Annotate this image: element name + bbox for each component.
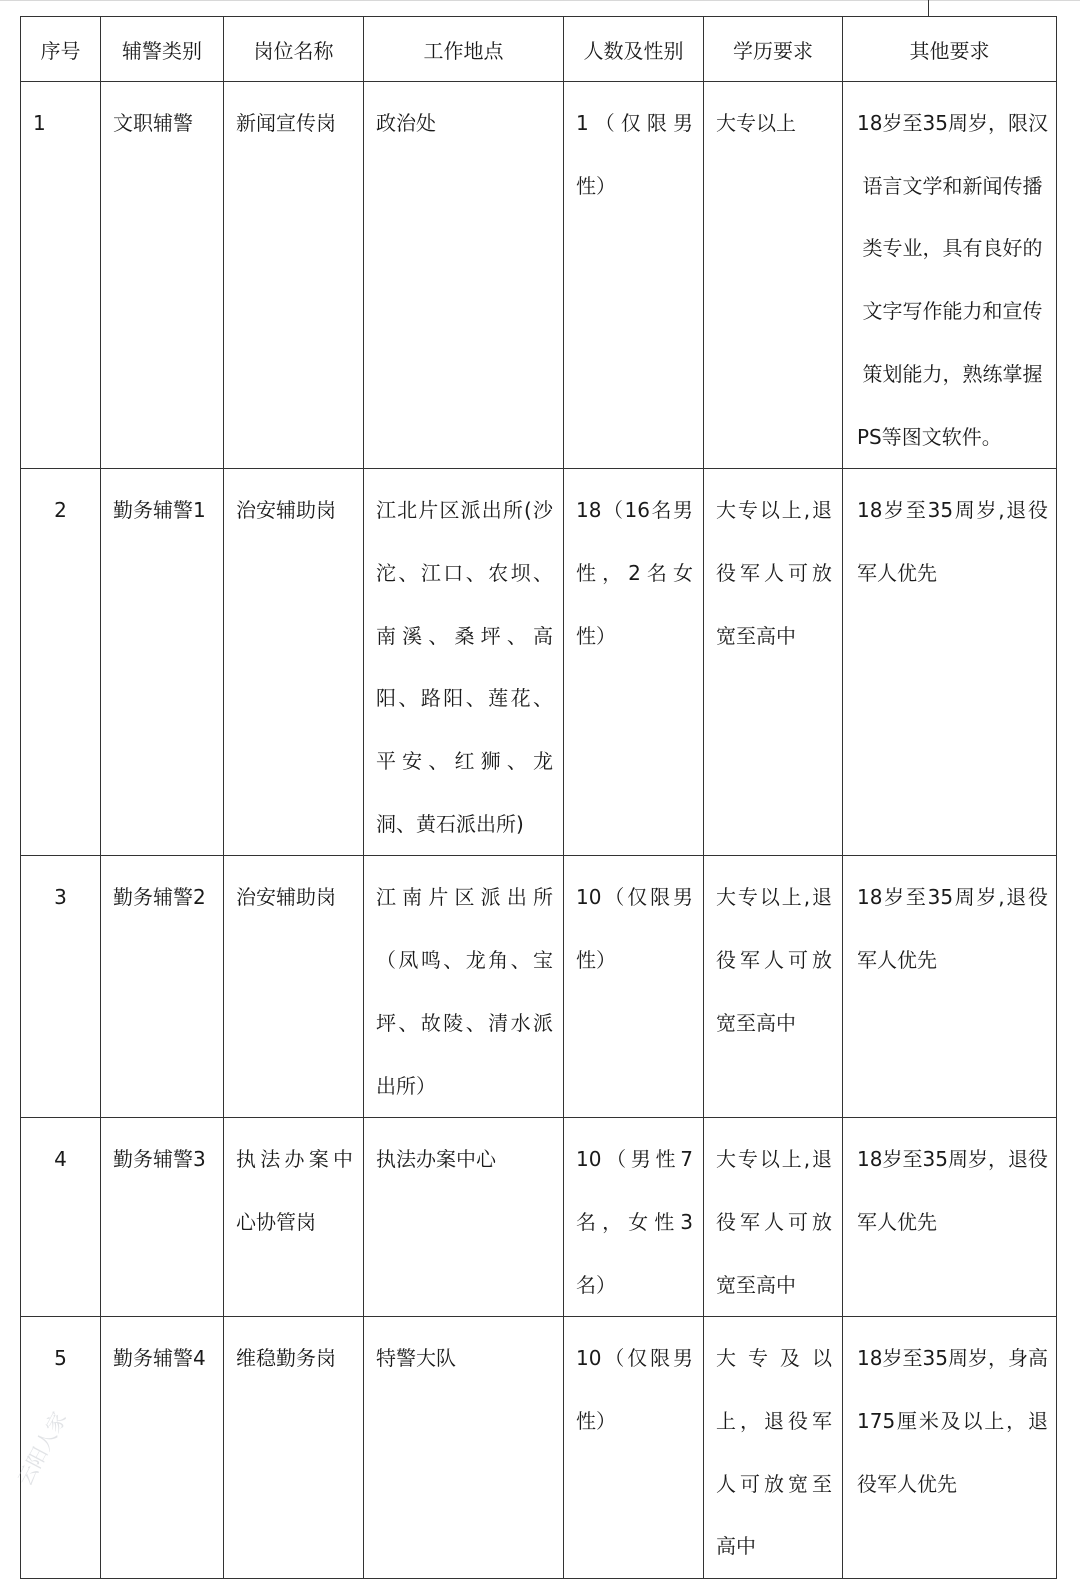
cell-category: 勤务辅警1: [101, 469, 224, 856]
top-tick-mark: [928, 0, 929, 16]
cell-position: 治安辅助岗: [224, 469, 364, 856]
cell-category: 勤务辅警2: [101, 856, 224, 1118]
cell-location: 政治处: [364, 82, 564, 469]
cell-location: 执法办案中心: [364, 1118, 564, 1317]
cell-position: 治安辅助岗: [224, 856, 364, 1118]
table-row: [21, 469, 1057, 856]
cell-other: 18岁至35周岁，限汉语言文学和新闻传播类专业，具有良好的文字写作能力和宣传策划能力，熟练掌握PS等图文软件。: [843, 82, 1057, 469]
cell-education: 大专以上,退役军人可放宽至高中: [704, 469, 843, 856]
table-row: [21, 856, 1057, 1118]
cell-count-gender: 1（仅限男性）: [564, 82, 704, 469]
col-header-index: 序号: [21, 17, 101, 82]
cell-count-gender: 18（16名男性，2名女性）: [564, 469, 704, 856]
col-header-count-gender: 人数及性别: [564, 17, 704, 82]
col-header-position: 岗位名称: [224, 17, 364, 82]
cell-education: 大专以上: [704, 82, 843, 469]
cell-other: 18岁至35周岁,退役军人优先: [843, 856, 1057, 1118]
cell-count-gender: 10（男性7名，女性3名）: [564, 1118, 704, 1317]
cell-location: 特警大队: [364, 1317, 564, 1579]
cell-education: 大专以上,退役军人可放宽至高中: [704, 856, 843, 1118]
cell-category: 勤务辅警3: [101, 1118, 224, 1317]
cell-category: 勤务辅警4: [101, 1317, 224, 1579]
cell-position: 执法办案中心协管岗: [224, 1118, 364, 1317]
table-row: [21, 82, 1057, 469]
cell-position: 维稳勤务岗: [224, 1317, 364, 1579]
cell-index: 4: [21, 1118, 101, 1317]
cell-index: 3: [21, 856, 101, 1118]
col-header-other: 其他要求: [843, 17, 1057, 82]
cell-position: 新闻宣传岗: [224, 82, 364, 469]
col-header-education: 学历要求: [704, 17, 843, 82]
top-border-line: [0, 0, 1080, 1]
col-header-category: 辅警类别: [101, 17, 224, 82]
header-row: [21, 17, 1057, 82]
col-header-location: 工作地点: [364, 17, 564, 82]
cell-education: 大专及以上，退役军人可放宽至高中: [704, 1317, 843, 1579]
cell-other: 18岁至35周岁,退役军人优先: [843, 469, 1057, 856]
cell-index: 5: [21, 1317, 101, 1579]
watermark-text: 云阳人家: [12, 1407, 72, 1490]
cell-other: 18岁至35周岁，身高175厘米及以上，退役军人优先: [843, 1317, 1057, 1579]
cell-index: 2: [21, 469, 101, 856]
cell-index: 1: [21, 82, 101, 469]
table-row: [21, 1118, 1057, 1317]
cell-count-gender: 10（仅限男性）: [564, 856, 704, 1118]
recruitment-table: [20, 16, 1057, 1579]
cell-location: 江北片区派出所(沙沱、江口、农坝、南溪、桑坪、高阳、路阳、莲花、平安、红狮、龙洞、黄石派出所): [364, 469, 564, 856]
cell-location: 江南片区派出所（凤鸣、龙角、宝坪、故陵、清水派出所）: [364, 856, 564, 1118]
cell-count-gender: 10（仅限男性）: [564, 1317, 704, 1579]
table-row: [21, 1317, 1057, 1579]
cell-education: 大专以上,退役军人可放宽至高中: [704, 1118, 843, 1317]
cell-category: 文职辅警: [101, 82, 224, 469]
cell-other: 18岁至35周岁，退役军人优先: [843, 1118, 1057, 1317]
